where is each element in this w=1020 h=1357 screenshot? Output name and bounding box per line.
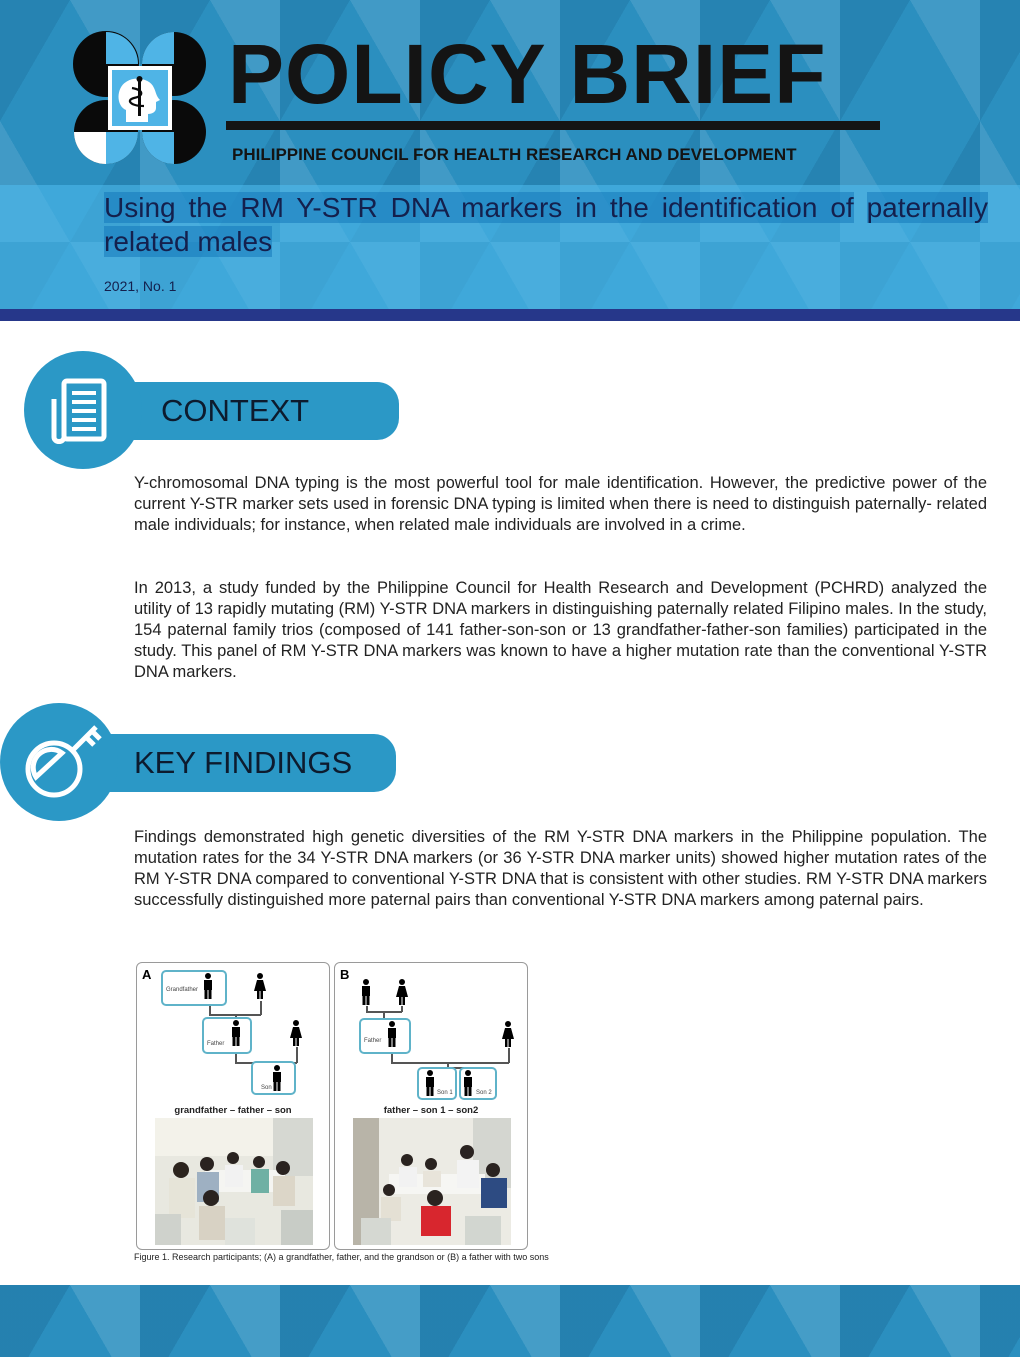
key-findings-paragraph: Findings demonstrated high genetic diversities of the RM Y-STR DNA markers in the Philippine population. The mutation rates for the 34 Y-STR DNA markers (or 36 Y-STR DNA marker units) showed higher mutation rates of the RM Y-STR DNA compared to conventional Y-STR DNA that is consistent with other studies. RM Y-STR DNA markers successfully distinguished more paternal pairs than conventional Y-STR DNA markers among paternal pairs. bbox=[134, 828, 987, 909]
male-figure-icon bbox=[270, 1065, 284, 1091]
female-figure-icon bbox=[253, 973, 267, 999]
figure-panel-b bbox=[334, 962, 528, 1250]
father-label: Father bbox=[207, 1041, 225, 1047]
connector-line bbox=[260, 1001, 262, 1015]
key-icon bbox=[0, 703, 118, 821]
organization-name: PHILIPPINE COUNCIL FOR HEALTH RESEARCH AND DEVELOPMENT bbox=[232, 145, 797, 164]
male-figure-icon bbox=[461, 1070, 475, 1096]
connector-line bbox=[401, 1006, 403, 1012]
male-figure-icon bbox=[359, 979, 373, 1005]
key-findings-heading bbox=[90, 734, 396, 792]
father-box bbox=[202, 1017, 252, 1054]
brand-title: POLICY BRIEF bbox=[228, 27, 827, 121]
connector-line bbox=[391, 1062, 509, 1064]
panel-b-caption: father – son 1 – son2 bbox=[383, 1105, 479, 1116]
figure-caption: Figure 1. Research participants; (A) a grandfather, father, and the grandson or (B) a father with two sons bbox=[134, 1252, 549, 1262]
issue-number: 2021, No. 1 bbox=[104, 278, 177, 294]
figure-panel-a bbox=[136, 962, 330, 1250]
key-findings-heading-text: KEY FINDINGS bbox=[134, 745, 353, 780]
context-badge bbox=[24, 351, 142, 469]
panel-letter: B bbox=[340, 967, 350, 982]
document-icon bbox=[24, 351, 142, 469]
male-figure-icon bbox=[385, 1021, 399, 1047]
son-1-label: Son 1 bbox=[437, 1090, 453, 1096]
male-figure-icon bbox=[423, 1070, 437, 1096]
document-title-line-2: paternally related males bbox=[104, 192, 988, 257]
brand-rule bbox=[226, 121, 880, 130]
female-figure-icon bbox=[289, 1020, 303, 1046]
document-title bbox=[104, 191, 988, 259]
panel-a-caption: grandfather – father – son bbox=[174, 1105, 292, 1116]
connector-line bbox=[296, 1047, 298, 1063]
panel-letter: A bbox=[142, 967, 152, 982]
pchrd-logo-icon bbox=[72, 30, 208, 166]
son-2-label: Son 2 bbox=[476, 1090, 492, 1096]
father-label: Father bbox=[364, 1038, 382, 1044]
male-figure-icon bbox=[201, 973, 215, 999]
header-divider-stripe bbox=[0, 309, 1020, 321]
connector-line bbox=[508, 1048, 510, 1063]
participants-photo-b bbox=[353, 1118, 511, 1245]
context-heading bbox=[105, 382, 399, 440]
grandfather-box bbox=[161, 970, 227, 1006]
context-heading-text: CONTEXT bbox=[161, 393, 310, 428]
footer-banner bbox=[0, 1285, 1020, 1357]
context-paragraph-1: Y-chromosomal DNA typing is the most powerful tool for male identification. However, the predictive power of the current Y-STR marker sets used in forensic DNA typing is limited when there is need to distinguish paternally- related male individuals; for instance, when related male individuals are involved in a crime. bbox=[134, 474, 987, 534]
grandfather-label: Grandfather bbox=[166, 987, 199, 993]
document-title-line-1: Using the RM Y-STR DNA markers in the identification of bbox=[104, 192, 854, 223]
key-findings-badge bbox=[0, 703, 118, 821]
son-label: Son bbox=[261, 1085, 272, 1091]
male-figure-icon bbox=[229, 1020, 243, 1046]
context-paragraph-2: In 2013, a study funded by the Philippine Council for Health Research and Development (PCHRD) analyzed the utility of 13 rapidly mutating (RM) Y-STR DNA markers in distinguishing paternally related Filipino males. In the study, 154 paternal family trios (composed of 141 father-son-son or 13 grandfather-father-son families) participated in the study. This panel of RM Y-STR DNA markers was known to have a higher mutation rate than the conventional Y-STR DNA markers. bbox=[134, 579, 987, 681]
female-figure-icon bbox=[501, 1021, 515, 1047]
female-figure-icon bbox=[395, 979, 409, 1005]
participants-photo-a bbox=[155, 1118, 313, 1245]
